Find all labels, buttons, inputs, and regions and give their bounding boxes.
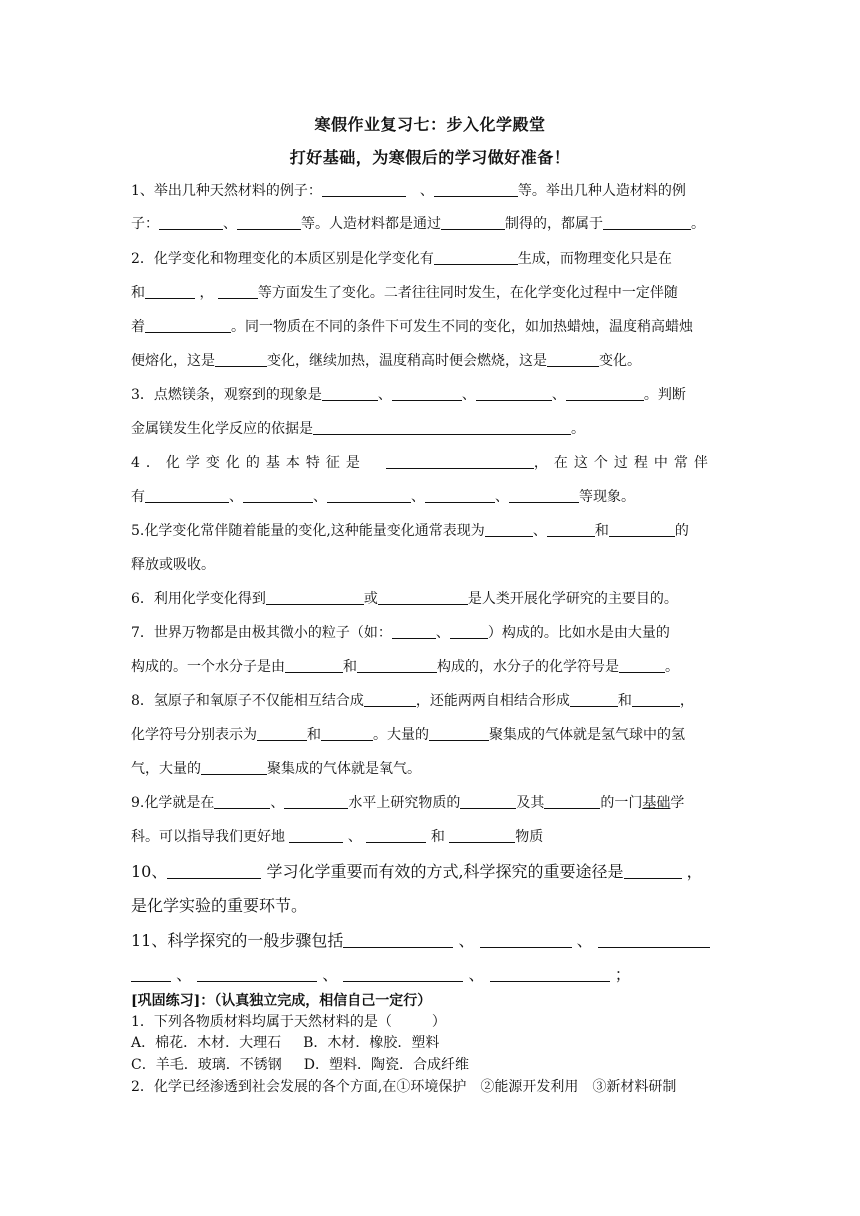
answer-blank[interactable] [289, 828, 343, 843]
practice-question-1: 1．下列各物质材料均属于天然材料的是（ ） [131, 1014, 446, 1030]
question-3-line-1: 3．点燃镁条，观察到的现象是 、 、 、 。判断 [131, 387, 686, 403]
question-11-line-1: 11、科学探究的一般步骤包括 、 、 [131, 928, 731, 951]
answer-blank[interactable] [490, 965, 610, 982]
question-6-line-1: 6．利用化学变化得到 或 是人类开展化学研究的主要目的。 [131, 591, 678, 607]
worksheet-subtitle: 打好基础，为寒假后的学习做好准备！ [289, 148, 571, 167]
answer-blank[interactable] [624, 862, 682, 879]
answer-blank[interactable] [425, 488, 495, 503]
option-a[interactable]: A．棉花．木材．大理石 [131, 1035, 282, 1051]
answer-blank[interactable] [476, 386, 552, 401]
answer-blank[interactable] [145, 284, 195, 299]
answer-blank[interactable] [145, 318, 231, 333]
practice-question-2: 2．化学已经渗透到社会发展的各个方面,在①环境保护 ②能源开发利用 ③新材料研制 [131, 1079, 677, 1095]
answer-blank[interactable] [378, 590, 468, 605]
answer-blank[interactable] [357, 658, 437, 673]
answer-blank[interactable] [598, 931, 710, 948]
answer-blank[interactable] [392, 386, 462, 401]
question-2-line-2: 和 ， 等方面发生了变化。二者往往同时发生，在化学变化过程中一定伴随 [131, 285, 678, 301]
question-4-line-1: 4．化学变化的基本特征是 ，在这个过程中常伴 [131, 455, 714, 471]
question-3-line-2: 金属镁发生化学反应的依据是 。 [131, 421, 585, 437]
answer-blank[interactable] [429, 726, 489, 741]
answer-blank[interactable] [237, 215, 301, 230]
option-b[interactable]: B．木材．橡胶．塑料 [303, 1035, 440, 1051]
question-8-line-3: 气，大量的 聚集成的气体就是氧气。 [131, 761, 421, 777]
answer-blank[interactable] [480, 931, 572, 948]
worksheet-title: 寒假作业复习七：步入化学殿堂 [314, 115, 546, 134]
answer-blank[interactable] [159, 215, 223, 230]
question-7-line-1: 7．世界万物都是由极其微小的粒子（如： 、 ）构成的。比如水是由大量的 [131, 625, 670, 641]
answer-blank[interactable] [392, 624, 436, 639]
answer-blank[interactable] [566, 386, 644, 401]
answer-blank[interactable] [632, 692, 680, 707]
answer-blank[interactable] [364, 692, 416, 707]
answer-blank[interactable] [201, 760, 267, 775]
answer-blank[interactable] [321, 726, 373, 741]
question-8-line-1: 8．氢原子和氧原子不仅能相互结合成 ，还能两两自相结合形成 和 ， [131, 693, 694, 709]
answer-blank[interactable] [386, 454, 534, 469]
answer-blank[interactable] [215, 352, 267, 367]
question-9-line-2: 科。可以指导我们更好地 、 和 物质 [131, 829, 544, 845]
answer-blank[interactable] [214, 794, 270, 809]
answer-blank[interactable] [570, 692, 618, 707]
practice-question-1-options-cd [131, 1054, 731, 1074]
answer-blank[interactable] [257, 726, 307, 741]
question-2-line-1: 2．化学变化和物理变化的本质区别是化学变化有 生成，而物理变化只是在 [131, 251, 672, 267]
question-1-line-2: 子： 、 等。人造材料都是通过 制得的，都属于 。 [131, 216, 705, 232]
answer-blank[interactable] [285, 658, 343, 673]
answer-blank[interactable] [218, 284, 258, 299]
answer-blank[interactable] [544, 794, 600, 809]
practice-header: [巩固练习]：（认真独立完成，相信自己一定行） [131, 993, 432, 1009]
answer-blank[interactable] [313, 420, 571, 435]
answer-blank[interactable] [547, 352, 599, 367]
question-11-line-2: 、 、 、 ； [131, 962, 731, 985]
question-2-line-3: 着 。同一物质在不同的条件下可发生不同的变化，如加热蜡烛，温度稍高蜡烛 [131, 319, 693, 335]
question-9-line-1: 9.化学就是在 、 水平上研究物质的 及其 的一门基础学 [131, 795, 685, 811]
answer-blank[interactable] [441, 215, 505, 230]
question-5-line-2: 释放或吸收。 [131, 557, 215, 573]
answer-blank[interactable] [434, 250, 518, 265]
answer-blank[interactable] [366, 828, 426, 843]
question-7-line-2: 构成的。一个水分子是由 和 构成的，水分子的化学符号是 。 [131, 659, 679, 675]
question-5-line-1: 5.化学变化常伴随着能量的变化,这种能量变化通常表现为 、 和 的 [131, 523, 689, 539]
answer-blank[interactable] [603, 215, 691, 230]
answer-blank[interactable] [322, 182, 406, 197]
answer-blank[interactable] [343, 931, 453, 948]
practice-question-1-options-ab [131, 1032, 731, 1052]
question-10-line-1: 10、 学习化学重要而有效的方式,科学探究的重要途径是 ， [131, 862, 703, 881]
answer-blank[interactable] [609, 522, 675, 537]
answer-blank[interactable] [450, 624, 488, 639]
answer-blank[interactable] [197, 965, 317, 982]
question-8-line-2: 化学符号分别表示为 和 。大量的 聚集成的气体就是氢气球中的氢 [131, 727, 685, 743]
answer-blank[interactable] [131, 965, 171, 982]
answer-blank[interactable] [145, 488, 229, 503]
answer-blank[interactable] [434, 182, 518, 197]
answer-blank[interactable] [167, 862, 261, 879]
answer-blank[interactable] [460, 794, 516, 809]
question-10-line-2: 是化学实验的重要环节。 [131, 896, 308, 915]
answer-blank[interactable] [449, 828, 515, 843]
option-c[interactable]: C．羊毛．玻璃．不锈钢 [131, 1057, 282, 1073]
question-2-line-4: 便熔化，这是 变化，继续加热，温度稍高时便会燃烧，这是 变化。 [131, 353, 641, 369]
question-1-line-1: 1、举出几种天然材料的例子： 、 等。举出几种人造材料的例 [131, 183, 686, 199]
answer-blank[interactable] [322, 386, 378, 401]
answer-blank[interactable] [509, 488, 579, 503]
answer-blank[interactable] [327, 488, 411, 503]
answer-blank[interactable] [284, 794, 348, 809]
answer-blank[interactable] [266, 590, 364, 605]
answer-blank[interactable] [485, 522, 533, 537]
answer-blank[interactable] [243, 488, 313, 503]
answer-blank[interactable] [547, 522, 595, 537]
answer-blank[interactable] [619, 658, 665, 673]
option-d[interactable]: D．塑料．陶瓷．合成纤维 [303, 1057, 469, 1073]
answer-blank[interactable] [343, 965, 463, 982]
question-4-line-2: 有 、 、 、 、 等现象。 [131, 489, 635, 505]
